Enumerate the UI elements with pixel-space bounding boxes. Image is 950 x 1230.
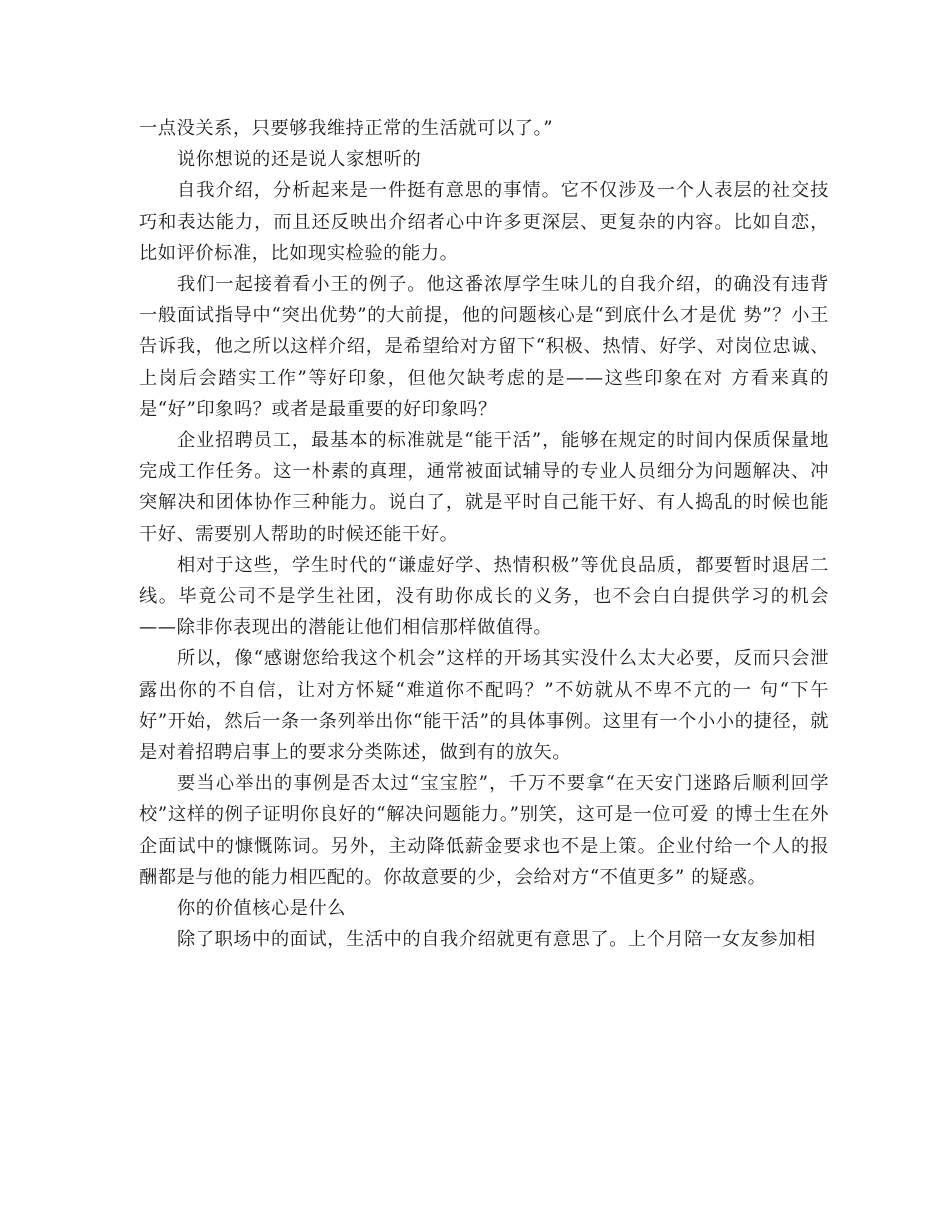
section-heading-1: 说你想说的还是说人家想听的 [177, 149, 422, 171]
section-heading-2: 你的价值核心是什么 [177, 898, 347, 920]
paragraph: 我们一起接着看小王的例子。他这番浓厚学生味儿的自我介绍，的确没有违背一般面试指导中“突出优势”的大前提，他的问题核心是“到底什么才是优 势”？小王告诉我，他之所以这样介绍，是希望给对方留下“积极、热情、好学、对岗位忠诚、上岗后会踏实工作”等好印象，但他欠缺考虑的是——这些印象在对 方看来真的是“好”印象吗？或者是最重要的好印象吗？ [139, 274, 829, 420]
document-body [139, 113, 829, 955]
paragraph: 企业招聘员工，最基本的标准就是“能干活”，能够在规定的时间内保质保量地完成工作任务。这一朴素的真理，通常被面试辅导的专业人员细分为问题解决、冲突解决和团体协作三种能力。说白了，就是平时自己能干好、有人捣乱的时候也能干好、需要别人帮助的时候还能干好。 [139, 430, 829, 545]
paragraph: 自我介绍，分析起来是一件挺有意思的事情。它不仅涉及一个人表层的社交技巧和表达能力，而且还反映出介绍者心中许多更深层、更复杂的内容。比如自恋，比如评价标准，比如现实检验的能力。 [139, 180, 829, 264]
paragraph: 所以，像“感谢您给我这个机会”这样的开场其实没什么太大必要，反而只会泄露出你的不自信，让对方怀疑“难道你不配吗？”不妨就从不卑不亢的一 句“下午好”开始，然后一条一条列举出你“能干活”的具体事例。这里有一个小小的捷径，就是对着招聘启事上的要求分类陈述，做到有的放矢。 [139, 648, 829, 764]
paragraph: 要当心举出的事例是否太过“宝宝腔”，千万不要拿“在天安门迷路后顺利回学校”这样的例子证明你良好的“解决问题能力。”别笑，这可是一位可爱 的博士生在外企面试中的慷慨陈词。另外，主动降低薪金要求也不是上策。企业付给一个人的报酬都是与他的能力相匹配的。你故意要的少，会给对方“不值更多” 的疑惑。 [139, 773, 829, 888]
paragraph: 除了职场中的面试，生活中的自我介绍就更有意思了。上个月陪一女友参加相 [177, 929, 816, 951]
paragraph-continuation: 一点没关系，只要够我维持正常的生活就可以了。” [139, 118, 554, 139]
paragraph: 相对于这些，学生时代的“谦虚好学、热情积极”等优良品质，都要暂时退居二线。毕竟公司不是学生社团，没有助你成长的义务，也不会白白提供学习的机会——除非你表现出的潜能让他们相信那样做值得。 [139, 554, 829, 639]
